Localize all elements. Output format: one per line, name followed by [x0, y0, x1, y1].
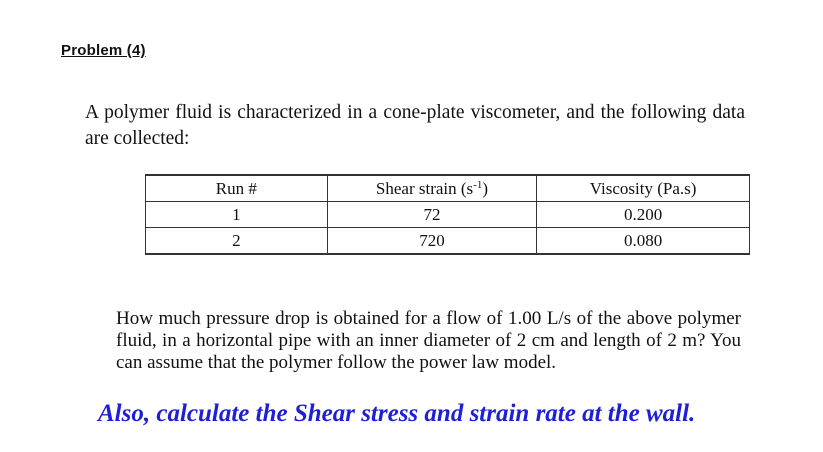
emphasis-instruction: Also, calculate the Shear stress and strain rate at the wall. [98, 400, 696, 427]
viscosity-data-table [145, 174, 750, 255]
table-header-row [146, 175, 750, 202]
header-shear-close: ) [482, 179, 489, 198]
cell-run: 1 [146, 202, 328, 228]
cell-shear-strain: 720 [327, 228, 537, 255]
header-shear-unit-exponent: -1 [473, 179, 483, 191]
cell-viscosity: 0.200 [537, 202, 750, 228]
table-row [146, 202, 750, 228]
header-shear-strain [327, 175, 537, 202]
header-run: Run # [146, 175, 328, 202]
header-viscosity: Viscosity (Pa.s) [537, 175, 750, 202]
table-row [146, 228, 750, 255]
header-shear-label: Shear strain (s [375, 179, 474, 198]
question-paragraph: How much pressure drop is obtained for a flow of 1.00 L/s of the above polymer fluid, in a horizontal pipe with an inner diameter of 2 cm and length of 2 m? You can assume that the polymer follow the power law model. [116, 308, 741, 373]
cell-viscosity: 0.080 [537, 228, 750, 255]
cell-shear-strain: 72 [327, 202, 537, 228]
cell-run: 2 [146, 228, 328, 255]
intro-paragraph: A polymer fluid is characterized in a cone-plate viscometer, and the following data are collected: [85, 102, 745, 149]
problem-heading: Problem (4) [61, 42, 146, 59]
